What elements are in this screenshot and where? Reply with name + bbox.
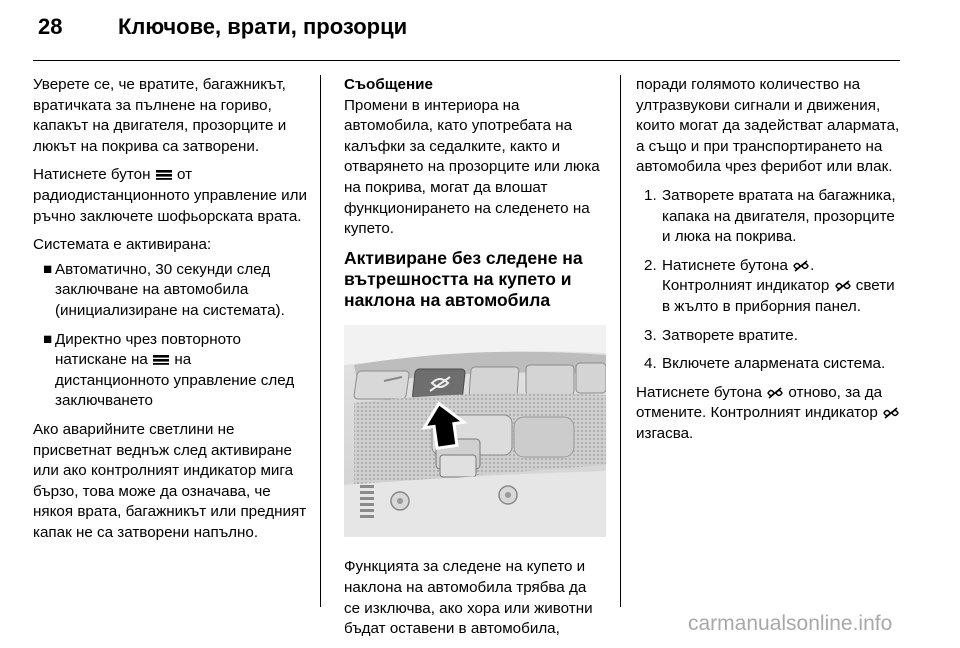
- step-text: Натиснете бутона: [662, 256, 788, 274]
- text-fragment: изгасва.: [636, 424, 694, 442]
- step-number: 4.: [644, 355, 657, 373]
- page-header: [0, 0, 960, 62]
- page-title: Ключове, врати, прозорци: [118, 14, 408, 39]
- text-fragment: от радиодистанционното управление или ръчно заключете шофьорската врата.: [33, 166, 307, 225]
- interior-sensor-off-icon: [882, 407, 900, 419]
- step-item: [636, 326, 906, 347]
- column-1: [33, 75, 308, 551]
- list-item: [33, 330, 308, 412]
- paragraph-system-activated: Системата е активирана:: [33, 236, 212, 254]
- list-item: [33, 260, 308, 322]
- column-3: [636, 75, 906, 453]
- step-item: [636, 354, 906, 375]
- paragraph-disable-monitoring: Функцията за следене на купето и наклона на автомобила трябва да се изключва, ако хора или животни бъдат оставени в автомобила,: [344, 558, 593, 638]
- step-text: свети в жълто в приборния панел.: [662, 277, 895, 315]
- list-item-text: на дистанционното управление след заключването: [55, 351, 295, 410]
- list-item-text: Автоматично, 30 секунди след заключване на автомобила (инициализиране на системата).: [55, 260, 285, 319]
- list-item-text: Директно чрез повторното натискане на: [55, 330, 241, 369]
- notice-body: Промени в интериора на автомобила, като употребата на калъфки за седалките, както и отварянето на прозорците или люка на покрива, могат да влошат функционирането на следенето на купето.: [344, 96, 600, 238]
- interior-sensor-off-icon: [792, 260, 810, 272]
- watermark: carmanualsonline.info: [688, 612, 893, 635]
- step-text: Затворете вратата на багажника, капака на двигателя, прозорците и люка на покрива.: [662, 186, 896, 246]
- column-divider: [620, 75, 621, 607]
- step-text: . Контролният индикатор: [662, 256, 830, 295]
- step-item: [636, 256, 906, 318]
- interior-sensor-off-icon: [766, 387, 784, 399]
- paragraph-continuation: поради голямото количество на ултразвукови сигнали и движения, които могат да задействат алармата, а също и при транспортирането на автомобила чрез ферибот или влак.: [636, 76, 900, 176]
- paragraph-press-lock: [33, 165, 308, 227]
- header-rule: [33, 60, 900, 61]
- bullet: ■: [43, 330, 53, 348]
- step-number: 1.: [644, 186, 657, 204]
- step-item: [636, 186, 906, 248]
- lock-button-icon: [155, 169, 173, 181]
- column-2: [344, 75, 606, 648]
- paragraph-cancel: [636, 383, 906, 445]
- paragraph-check-closed: Уверете се, че вратите, багажникът, вратичката за пълнене на гориво, капакът на двигателя, прозорците и люкът на покрива са затворени.: [33, 76, 287, 155]
- notice-title: Съобщение: [344, 76, 433, 93]
- interior-sensor-off-icon: [834, 280, 852, 292]
- text-fragment: Натиснете бутон: [33, 166, 151, 184]
- text-fragment: отново, за да отмените. Контролният индикатор: [636, 383, 883, 422]
- lock-button-icon: [152, 354, 170, 366]
- page-number: 28: [38, 14, 63, 39]
- section-heading: Активиране без следене на вътрешността на купето и наклона на автомобила: [344, 247, 583, 310]
- paragraph-hazard-warning: Ако аварийните светлини не присветнат веднъж след активиране или ако контролният индикатор мига бързо, това може да означава, че някоя врата, багажникът или предният капак не са затворени напълно.: [33, 420, 307, 541]
- text-fragment: Натиснете бутона: [636, 383, 762, 401]
- step-text: Затворете вратите.: [662, 326, 798, 344]
- column-divider: [320, 75, 321, 607]
- bullet: ■: [43, 260, 53, 278]
- step-number: 2.: [644, 256, 657, 274]
- roof-console-photo: [344, 325, 606, 537]
- step-number: 3.: [644, 326, 657, 344]
- step-text: Включете алармената система.: [662, 355, 886, 373]
